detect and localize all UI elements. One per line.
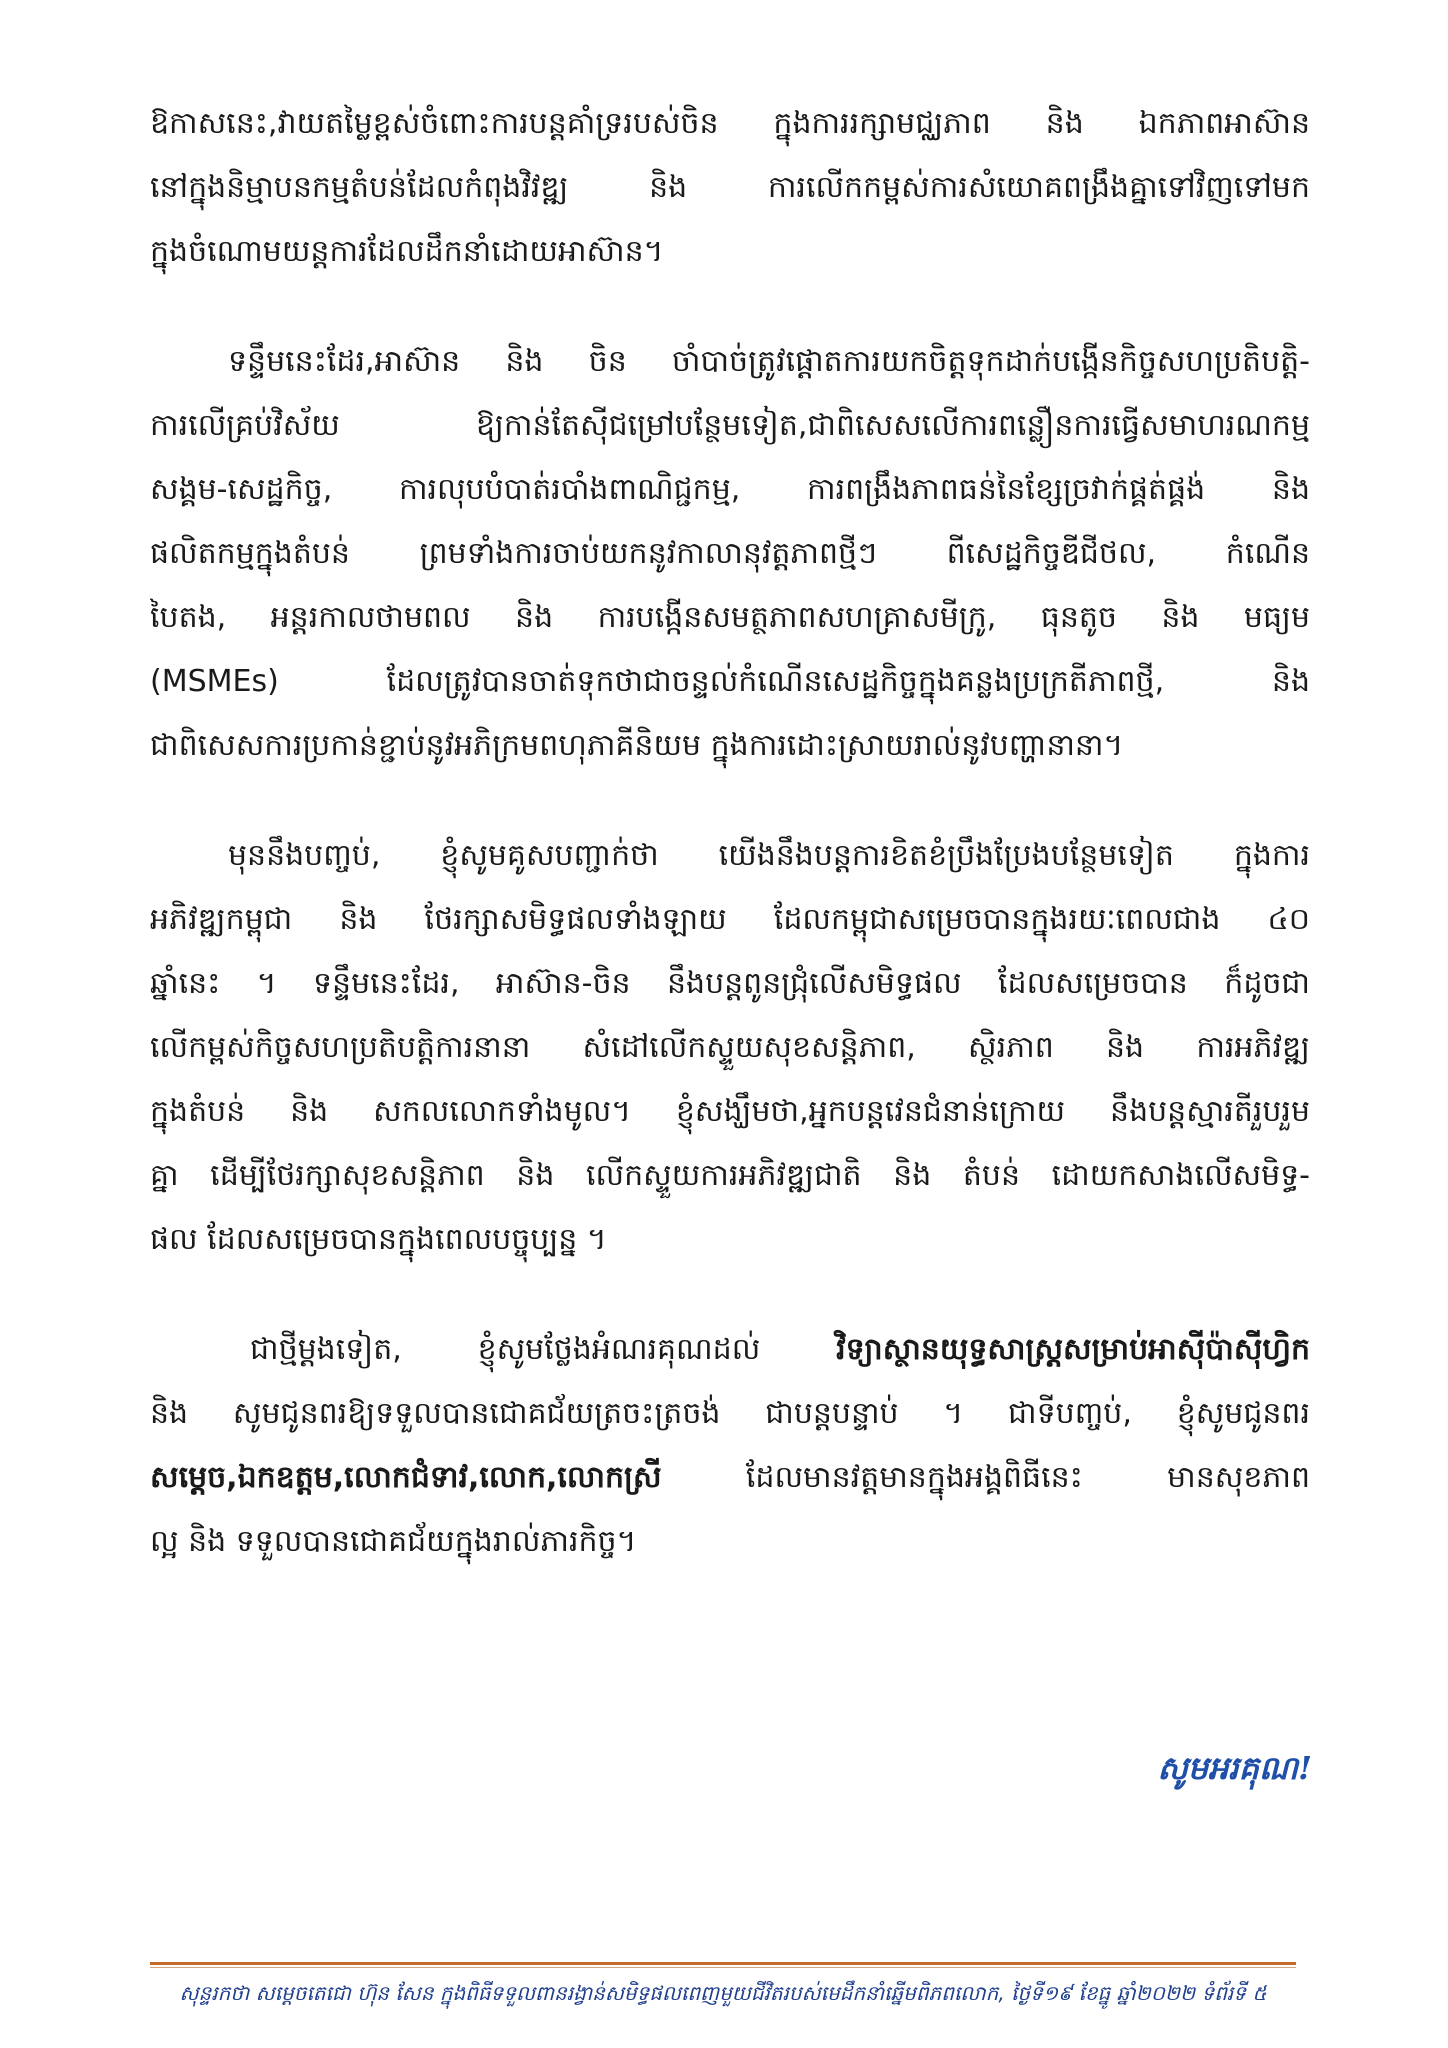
- text-line: ទន្ទឹមនេះដែរ,អាស៊ាន និង ចិន ចាំបាច់ត្រូវផ្តោតការយកចិត្តទុកដាក់បង្កើនកិច្ចសហប្រតិបត្តិ-: [228, 344, 1310, 379]
- text-line: លើកម្ពស់កិច្ចសហប្រតិបត្តិការនានា សំដៅលើកស្ទួយសុខសន្តិភាព, ស្ថិរភាព និង ការអភិវឌ្ឍ: [150, 1030, 1310, 1065]
- paragraph-1: [150, 92, 1310, 284]
- text-line: ឆ្នាំនេះ ។ ទន្ទឹមនេះដែរ, អាស៊ាន-ចិន នឹងបន្តពូនជ្រុំលើសមិទ្ធផល ដែលសម្រេចបាន ក៏ដូចជា: [150, 966, 1310, 1001]
- text-line: ជាពិសេសការប្រកាន់ខ្ជាប់នូវអភិក្រមពហុភាគីនិយម ក្នុងការដោះស្រាយរាល់នូវបញ្ហានានា។: [150, 728, 1124, 763]
- page-footer: សុន្ទរកថា សម្តេចតេជោ ហ៊ុន សែន ក្នុងពិធីទទួលពានរង្វាន់សមិទ្ធផលពេញមួយជីវិតរបស់មេដឹកនាំឆ្នើមពិភពលោក, ថ្ងៃទី១៩ ខែធ្នូ ឆ្នាំ២០២២ ទំព័រទី ៥: [179, 1981, 1267, 2005]
- paragraph-2: [150, 330, 1310, 778]
- text-line: (MSMEs) ដែលត្រូវបានចាត់ទុកថាជាចន្ទល់កំណើនសេដ្ឋកិច្ចក្នុងគន្លងប្រក្រតីភាពថ្មី, និង: [150, 664, 1310, 699]
- footer-divider: [150, 1962, 1296, 1965]
- text-line: ក្នុងចំណោមយន្តការដែលដឹកនាំដោយអាស៊ាន។: [150, 234, 664, 269]
- text-line: និង សូមជូនពរឱ្យទទួលបានជោគជ័យត្រចះត្រចង់ ជាបន្តបន្ទាប់ ។ ជាទីបញ្ចប់, ខ្ញុំសូមជូនពរ: [150, 1396, 1310, 1431]
- text-line: មុននឹងបញ្ចប់, ខ្ញុំសូមគូសបញ្ជាក់ថា យើងនឹងបន្តការខិតខំប្រឹងប្រែងបន្ថែមទៀត ក្នុងការ: [228, 838, 1310, 873]
- text-line: បៃតង, អន្តរកាលថាមពល និង ការបង្កើនសមត្ថភាពសហគ្រាសមីក្រូ, ធុនតូច និង មធ្យម: [150, 600, 1310, 635]
- thank-you-text: សូមអរគុណ!: [1157, 1749, 1312, 1787]
- text-line: ការលើគ្រប់វិស័យ ឱ្យកាន់តែស៊ីជម្រៅបន្ថែមទៀត,ជាពិសេសលើការពន្លឿនការធ្វើសមាហរណកម្ម: [150, 408, 1310, 443]
- text-line: ផល ដែលសម្រេចបានក្នុងពេលបច្ចុប្បន្ន ។: [150, 1222, 607, 1257]
- document-body: [150, 92, 1310, 1620]
- text-line: អភិវឌ្ឍកម្ពុជា និង ថែរក្សាសមិទ្ធផលទាំងឡាយ ដែលកម្ពុជាសម្រេចបានក្នុងរយៈពេលជាង ៤០: [150, 902, 1310, 937]
- text-line: សង្គម-សេដ្ឋកិច្ច, ការលុបបំបាត់របាំងពាណិជ្ជកម្ម, ការពង្រឹងភាពធន់នៃខ្សែច្រវាក់ផ្គត់ផ្គង់ និង: [150, 472, 1310, 507]
- text-line: ក្នុងតំបន់ និង សកលលោកទាំងមូល។ ខ្ញុំសង្ឃឹមថា,អ្នកបន្តវេនជំនាន់ក្រោយ នឹងបន្តស្មារតីរួបរួម: [150, 1094, 1310, 1129]
- institute-name: វិទ្យាស្ថានយុទ្ធសាស្ត្រសម្រាប់អាស៊ីប៉ាស៊ីហ្វិក: [836, 1332, 1310, 1367]
- closing-text: ជាថ្មីម្តងទៀត, ខ្ញុំសូមថ្លែងអំណរគុណដល់: [250, 1332, 761, 1367]
- honorifics: សម្តេច,ឯកឧត្តម,លោកជំទាវ,លោក,លោកស្រី: [150, 1460, 662, 1495]
- text-line: ល្អ និង ទទួលបានជោគជ័យក្នុងរាល់ភារកិច្ច។: [150, 1524, 637, 1559]
- footer-divider-thin: [150, 1967, 1296, 1968]
- closing-text: ដែលមានវត្តមានក្នុងអង្គពិធីនេះ មានសុខភាព: [745, 1460, 1310, 1495]
- text-line: គ្នា ដើម្បីថែរក្សាសុខសន្តិភាព និង លើកស្ទួយការអភិវឌ្ឍជាតិ និង តំបន់ ដោយកសាងលើសមិទ្ធ-: [150, 1158, 1310, 1193]
- text-line: ឱកាសនេះ,វាយតម្លៃខ្ពស់ចំពោះការបន្តគាំទ្ររបស់ចិន ក្នុងការរក្សាមជ្ឈភាព និង ឯកភាពអាស៊ាន: [150, 106, 1310, 141]
- text-line: នៅក្នុងនិម្មាបនកម្មតំបន់ដែលកំពុងវិវឌ្ឍ និង ការលើកកម្ពស់ការសំយោគពង្រឹងគ្នាទៅវិញទៅមក: [150, 170, 1310, 205]
- paragraph-3: [150, 824, 1310, 1272]
- text-line: ផលិតកម្មក្នុងតំបន់ ព្រមទាំងការចាប់យកនូវកាលានុវត្តភាពថ្មីៗ ពីសេដ្ឋកិច្ចឌីជីថល, កំណើន: [150, 536, 1310, 571]
- text-line: [150, 1446, 1310, 1510]
- text-line: [150, 1318, 1310, 1382]
- paragraph-4-closing: [150, 1318, 1310, 1574]
